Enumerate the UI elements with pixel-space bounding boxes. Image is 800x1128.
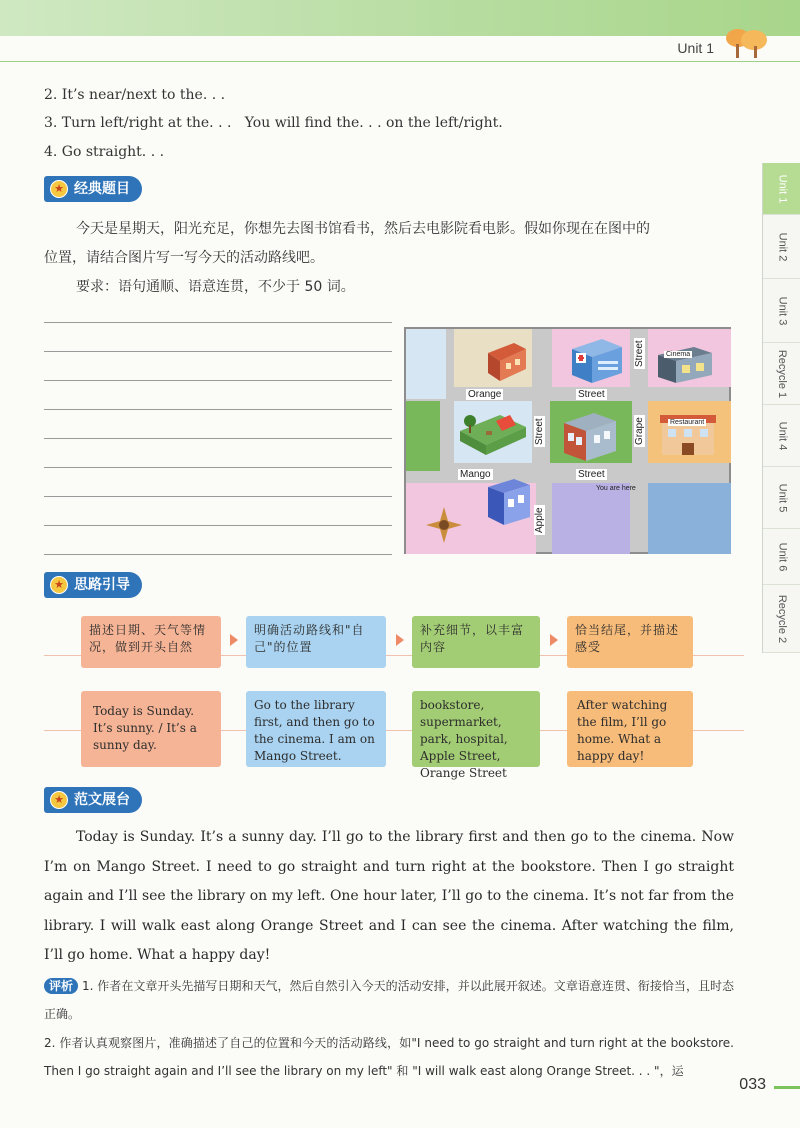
writing-line[interactable] bbox=[44, 380, 392, 381]
orange-street-label: Orange bbox=[468, 389, 502, 400]
page-header bbox=[0, 36, 800, 62]
bookstore-building bbox=[484, 339, 530, 383]
tab-unit-3[interactable]: Unit 3 bbox=[763, 279, 800, 343]
top-band bbox=[0, 0, 800, 36]
section-classic-heading: ★ 经典题目 bbox=[44, 176, 142, 202]
flow-example-4: After watching the film, I’ll go home. What a happy day! bbox=[567, 691, 693, 767]
restaurant-sign: Restaurant bbox=[670, 419, 705, 426]
apple-street-label: Apple bbox=[534, 507, 545, 533]
restaurant-building bbox=[658, 409, 718, 457]
you-are-here-label: You are here bbox=[596, 485, 636, 492]
hospital-building bbox=[568, 335, 626, 385]
park bbox=[456, 405, 530, 461]
page-number: 033 bbox=[739, 1076, 766, 1093]
compass-icon bbox=[424, 505, 464, 545]
flow-example-2: Go to the library first, and then go to the cinema. I am on Mango Street. bbox=[246, 691, 386, 767]
street-map bbox=[404, 327, 731, 554]
arrow-icon bbox=[550, 634, 558, 646]
unit-tabs bbox=[762, 163, 800, 653]
writing-line[interactable] bbox=[44, 438, 392, 439]
writing-line[interactable] bbox=[44, 525, 392, 526]
task-line-1: 今天是星期天，阳光充足，你想先去图书馆看书，然后去电影院看电影。假如你现在在图中的 bbox=[76, 221, 650, 237]
writing-line[interactable] bbox=[44, 467, 392, 468]
tab-recycle-1[interactable]: Recycle 1 bbox=[763, 343, 800, 405]
star-icon: ★ bbox=[50, 791, 68, 809]
sample-essay: Today is Sunday. It’s a sunny day. I’ll go to the library first and then go to the cinema. Now I’m on Mango Street. I need to go straight and turn right at the bookstore. Then I go straight again and I’ll see the library on my left. One hour later, I’ll go to the cinema. It’s not far from the library. I will walk east along Orange Street and I can see the cinema. After watching the film, I’ll go home. What a happy day! bbox=[44, 829, 734, 963]
arrow-icon bbox=[230, 634, 238, 646]
unit-label: Unit 1 bbox=[677, 40, 714, 56]
analysis-tag: 评析 bbox=[44, 978, 78, 994]
cinema-building bbox=[654, 343, 716, 385]
phrase-2: 2. It’s near/next to the. . . bbox=[44, 87, 226, 103]
tab-unit-6[interactable]: Unit 6 bbox=[763, 529, 800, 585]
map-block bbox=[552, 483, 630, 554]
orange-street-label-2: Street bbox=[578, 389, 605, 400]
tree-icon bbox=[724, 26, 770, 60]
analysis-paragraph-2: 2. 作者认真观察图片，准确描述了自己的位置和今天的活动路线，如"I need to go straight and turn right at the bookstore. Then I go straight again and I’ll see the library on my left" 和 "I will walk east along Orange Street. . . "，运 bbox=[44, 1036, 734, 1078]
library-building bbox=[560, 409, 620, 463]
writing-line[interactable] bbox=[44, 409, 392, 410]
street-vertical-label-2: Street bbox=[534, 418, 545, 445]
flow-step-2: 明确活动路线和"自己"的位置 bbox=[246, 616, 386, 668]
cinema-sign: Cinema bbox=[666, 351, 691, 358]
tab-unit-5[interactable]: Unit 5 bbox=[763, 467, 800, 529]
star-icon: ★ bbox=[50, 180, 68, 198]
analysis-paragraph-1: 评析 1. 作者在文章开头先描写日期和天气，然后自然引入今天的活动安排，并以此展开叙述。文章语意连贯、衔接恰当，且时态正确。 bbox=[44, 979, 734, 1021]
section-sample-heading: ★ 范文展台 bbox=[44, 787, 142, 813]
section-thinking-heading: ★ 思路引导 bbox=[44, 572, 142, 598]
map-block bbox=[406, 329, 446, 399]
flow-example-1: Today is Sunday. It’s sunny. / It’s a sunny day. bbox=[81, 691, 221, 767]
writing-line[interactable] bbox=[44, 554, 392, 555]
flow-step-1: 描述日期、天气等情况，做到开头自然 bbox=[81, 616, 221, 668]
tab-recycle-2[interactable]: Recycle 2 bbox=[763, 585, 800, 653]
street-vertical-label: Street bbox=[634, 340, 645, 367]
supermarket-building bbox=[484, 475, 534, 527]
mango-street-label-2: Street bbox=[578, 469, 605, 480]
task-requirement: 要求：语句通顺、语意连贯，不少于 50 词。 bbox=[76, 279, 355, 295]
flow-example-3: bookstore, supermarket, park, hospital, Apple Street, Orange Street bbox=[412, 691, 540, 767]
phrase-3: 3. Turn left/right at the. . . You will find the. . . on the left/right. bbox=[44, 115, 503, 131]
map-block bbox=[648, 483, 731, 554]
page-number-bar bbox=[774, 1086, 800, 1089]
writing-line[interactable] bbox=[44, 322, 392, 323]
arrow-icon bbox=[396, 634, 404, 646]
tab-unit-1[interactable]: Unit 1 bbox=[763, 163, 800, 215]
writing-line[interactable] bbox=[44, 496, 392, 497]
task-line-2: 位置，请结合图片写一写今天的活动路线吧。 bbox=[44, 250, 324, 266]
flow-step-4: 恰当结尾，并描述感受 bbox=[567, 616, 693, 668]
star-icon: ★ bbox=[50, 576, 68, 594]
map-block bbox=[406, 401, 440, 471]
grape-street-label: Grape bbox=[634, 417, 645, 445]
mango-street-label: Mango bbox=[460, 469, 491, 480]
tab-unit-4[interactable]: Unit 4 bbox=[763, 405, 800, 467]
flow-step-3: 补充细节，以丰富内容 bbox=[412, 616, 540, 668]
writing-line[interactable] bbox=[44, 351, 392, 352]
phrase-4: 4. Go straight. . . bbox=[44, 144, 165, 160]
tab-unit-2[interactable]: Unit 2 bbox=[763, 215, 800, 279]
